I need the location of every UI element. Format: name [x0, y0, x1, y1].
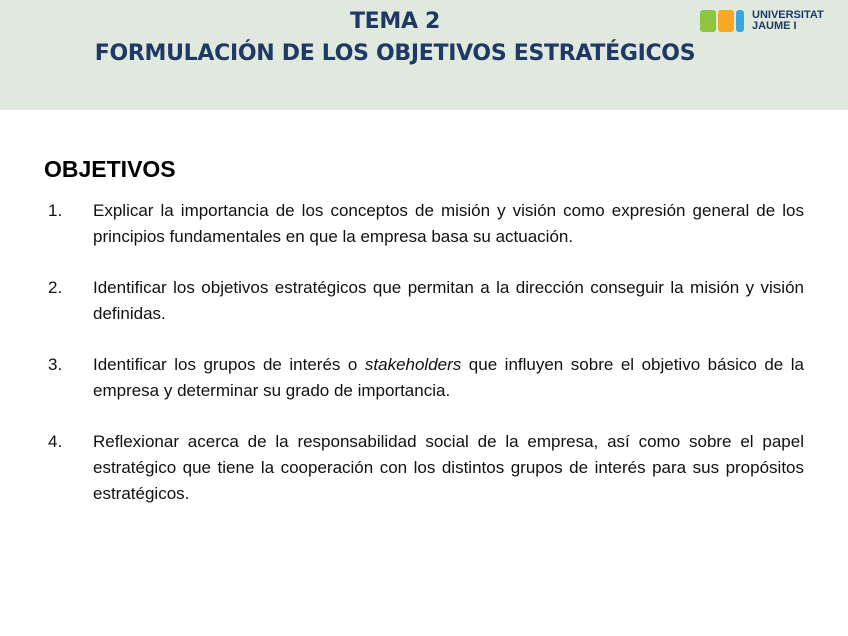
logo-bar-blue	[736, 10, 744, 32]
objective-number: 2.	[48, 278, 63, 297]
objective-text-part: Identificar los grupos de interés o	[93, 355, 365, 374]
logo-line-1: UNIVERSITAT	[752, 9, 824, 21]
logo-bar-orange	[718, 10, 734, 32]
title-line-2: FORMULACIÓN DE LOS OBJETIVOS ESTRATÉGICOS	[94, 41, 696, 66]
objectives-list	[48, 198, 804, 532]
objective-item-2	[48, 275, 804, 327]
objective-item-3	[48, 352, 804, 404]
university-logo	[700, 6, 846, 36]
objective-text	[93, 352, 804, 404]
slide-title	[0, 6, 790, 70]
logo-bar-green	[700, 10, 716, 32]
header-band	[0, 0, 848, 110]
objective-number: 1.	[48, 201, 63, 220]
objective-number: 4.	[48, 432, 63, 451]
objective-number: 3.	[48, 355, 63, 374]
section-heading: OBJETIVOS	[44, 156, 176, 182]
objective-text: Identificar los objetivos estratégicos que permitan a la dirección conseguir la misión y visión definidas.	[93, 278, 804, 323]
objective-text: Explicar la importancia de los conceptos de misión y visión como expresión general de los principios fundamentales en que la empresa basa su actuación.	[93, 201, 804, 246]
logo-text	[752, 10, 824, 32]
title-line-1: TEMA 2	[349, 9, 441, 34]
objective-item-1	[48, 198, 804, 250]
uji-logo-mark	[700, 9, 746, 33]
logo-line-2: JAUME I	[752, 20, 797, 32]
objective-item-4	[48, 429, 804, 507]
objective-italic-term: stakeholders	[364, 355, 462, 374]
objective-text: Reflexionar acerca de la responsabilidad social de la empresa, así como sobre el papel estratégico que tiene la cooperación con los distintos grupos de interés para sus propósitos estratégicos.	[93, 432, 804, 503]
objective-text-part: que influyen sobre el objetivo básico de la empresa y determinar su grado de importancia.	[93, 355, 804, 400]
